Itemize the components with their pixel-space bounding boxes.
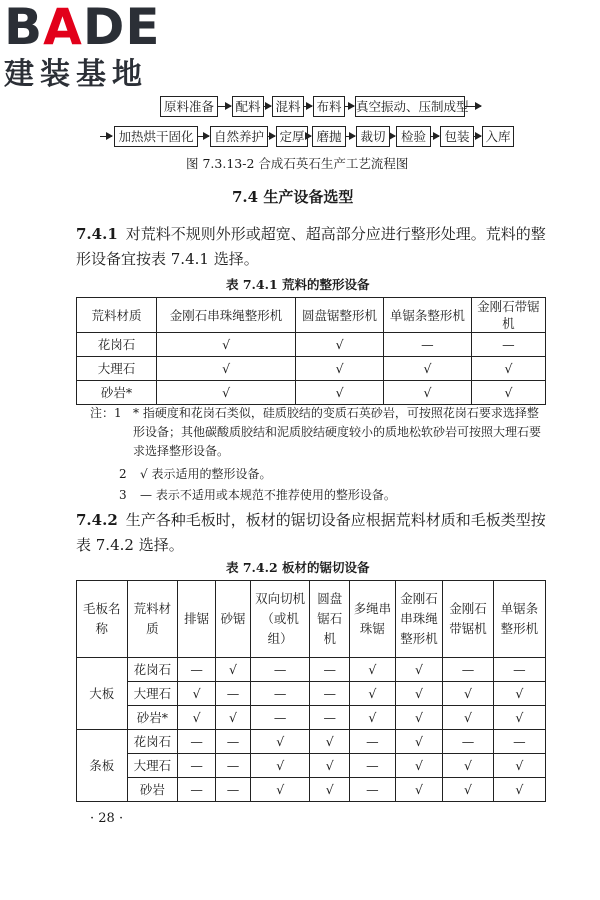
section-title: 7.4 生产设备选型	[232, 188, 354, 206]
column-header: 圆盘锯石机	[310, 581, 350, 658]
flow-arrow	[390, 136, 395, 137]
column-header: 金刚石带锯机	[471, 298, 545, 333]
table-cell: √	[383, 357, 471, 381]
table-cell: √	[250, 778, 310, 802]
row-label: 大理石	[77, 357, 157, 381]
table-cell: √	[250, 730, 310, 754]
group-label: 大板	[77, 658, 128, 730]
table-cell: —	[493, 658, 545, 682]
paragraph-7-4-2	[76, 508, 548, 558]
table-cell: √	[493, 778, 545, 802]
column-header: 荒料材质	[127, 581, 178, 658]
flow-arrow	[308, 136, 311, 137]
flow-step: 真空振动、压制成型	[355, 96, 465, 117]
table-row	[77, 706, 546, 730]
table-cell: √	[296, 357, 384, 381]
table-cell: √	[157, 381, 296, 405]
table-cell: —	[443, 730, 494, 754]
table-cell: √	[178, 706, 216, 730]
table-row	[77, 730, 546, 754]
table-cell: √	[296, 333, 384, 357]
table-cell: √	[310, 730, 350, 754]
flow-step: 混料	[272, 96, 304, 117]
table-7-4-2-title: 表 7.4.2 板材的锯切设备	[226, 560, 370, 575]
column-header: 荒料材质	[77, 298, 157, 333]
column-header: 砂锯	[216, 581, 251, 658]
paragraph-7-4-1	[76, 222, 548, 272]
group-label: 条板	[77, 730, 128, 802]
flow-step: 裁切	[356, 126, 390, 147]
page-number: · 28 ·	[90, 811, 124, 826]
table-cell: —	[349, 754, 395, 778]
flow-arrow	[304, 106, 312, 107]
table-cell: —	[349, 778, 395, 802]
table-row	[77, 357, 546, 381]
table-cell: —	[178, 730, 216, 754]
table-header-row	[77, 298, 546, 333]
column-header: 圆盘锯整形机	[296, 298, 384, 333]
note-3: — 表示不适用或本规范不推荐使用的整形设备。	[140, 488, 396, 502]
clause-number: 7.4.1	[76, 225, 118, 243]
row-label: 大理石	[127, 682, 178, 706]
column-header: 金刚石带锯机	[443, 581, 494, 658]
table-cell: √	[395, 658, 442, 682]
table-cell: —	[310, 682, 350, 706]
table-cell: —	[383, 333, 471, 357]
table-cell: —	[178, 754, 216, 778]
row-label: 花岗石	[127, 730, 178, 754]
table-cell: —	[349, 730, 395, 754]
table-cell: —	[178, 658, 216, 682]
table-cell: —	[178, 778, 216, 802]
table-cell: —	[216, 778, 251, 802]
table-cell: √	[310, 754, 350, 778]
table-cell: √	[395, 754, 442, 778]
flow-arrow	[264, 106, 271, 107]
flow-step: 包装	[440, 126, 474, 147]
table-7-4-1	[76, 297, 546, 405]
column-header: 金刚石串珠绳整形机	[157, 298, 296, 333]
table-cell: √	[250, 754, 310, 778]
table-cell: √	[443, 706, 494, 730]
bade-logo	[4, 2, 180, 94]
table-cell: √	[395, 730, 442, 754]
column-header: 单锯条整形机	[383, 298, 471, 333]
table-row	[77, 381, 546, 405]
note-2-number: 2	[119, 467, 127, 481]
table-cell: —	[310, 658, 350, 682]
table-cell: √	[178, 682, 216, 706]
figure-caption: 图 7.3.13-2 合成石英石生产工艺流程图	[186, 156, 409, 171]
table-cell: —	[493, 730, 545, 754]
column-header: 排锯	[178, 581, 216, 658]
table-cell: —	[216, 754, 251, 778]
table-cell: —	[250, 658, 310, 682]
table-cell: √	[493, 682, 545, 706]
table-row	[77, 754, 546, 778]
flow-arrow	[431, 136, 439, 137]
flow-arrow	[268, 136, 275, 137]
column-header: 毛板名称	[77, 581, 128, 658]
table-cell: √	[443, 754, 494, 778]
row-label: 花岗石	[77, 333, 157, 357]
note-2: √ 表示适用的整形设备。	[140, 467, 272, 481]
flow-step: 配料	[232, 96, 264, 117]
column-header: 双向切机（或机组）	[250, 581, 310, 658]
table-cell: √	[383, 381, 471, 405]
table-cell: √	[157, 333, 296, 357]
table-7-4-1-title: 表 7.4.1 荒料的整形设备	[226, 277, 370, 292]
table-7-4-2	[76, 580, 546, 802]
table-cell: √	[443, 682, 494, 706]
table-header-row	[77, 581, 546, 658]
row-label: 砂岩	[127, 778, 178, 802]
flow-step: 入库	[482, 126, 514, 147]
flow-arrow	[218, 106, 231, 107]
row-label: 大理石	[127, 754, 178, 778]
table-cell: √	[493, 754, 545, 778]
table-cell: —	[216, 730, 251, 754]
table-row	[77, 333, 546, 357]
table-cell: √	[493, 706, 545, 730]
flow-step: 自然养护	[210, 126, 268, 147]
table-cell: √	[216, 706, 251, 730]
table-cell: √	[349, 706, 395, 730]
note-3-number: 3	[119, 488, 127, 502]
table-cell: √	[395, 778, 442, 802]
flow-step: 原料准备	[160, 96, 218, 117]
table-cell: —	[471, 333, 545, 357]
flow-step: 检验	[396, 126, 431, 147]
flow-arrow	[346, 136, 355, 137]
table-cell: —	[310, 706, 350, 730]
table-cell: √	[471, 381, 545, 405]
table-cell: —	[250, 706, 310, 730]
table-cell: —	[216, 682, 251, 706]
column-header: 单锯条整形机	[493, 581, 545, 658]
table-cell: √	[216, 658, 251, 682]
table-cell: √	[296, 381, 384, 405]
table-cell: √	[395, 682, 442, 706]
table-row	[77, 682, 546, 706]
row-label: 花岗石	[127, 658, 178, 682]
column-header: 金刚石串珠绳整形机	[395, 581, 442, 658]
logo-subtitle: 建装基地	[4, 57, 148, 92]
flow-step: 磨抛	[312, 126, 346, 147]
column-header: 多绳串珠锯	[349, 581, 395, 658]
table-cell: √	[471, 357, 545, 381]
flow-arrow	[198, 136, 209, 137]
table-row	[77, 778, 546, 802]
flow-step: 布料	[313, 96, 345, 117]
logo-wordmark: BADE	[4, 0, 161, 56]
table-cell: √	[310, 778, 350, 802]
clause-text: 对荒料不规则外形或超宽、超高部分应进行整形处理。荒料的整形设备宜按表 7.4.1 选择。	[76, 225, 546, 268]
table-cell: √	[349, 682, 395, 706]
note-label: 注：1	[90, 406, 122, 420]
flow-step: 定厚	[276, 126, 308, 147]
table-cell: —	[250, 682, 310, 706]
clause-text: 生产各种毛板时，板材的锯切设备应根据荒料材质和毛板类型按表 7.4.2 选择。	[76, 511, 546, 554]
table-cell: √	[395, 706, 442, 730]
table-row	[77, 658, 546, 682]
flow-arrow	[465, 106, 481, 107]
row-label: 砂岩*	[77, 381, 157, 405]
table-cell: √	[349, 658, 395, 682]
flow-arrow	[474, 136, 481, 137]
note-1: * 指硬度和花岗石类似，硅质胶结的变质石英砂岩，可按照花岗石要求选择整形设备；其他碳酸质胶结和泥质胶结硬度较小的质地松软砂岩可按照大理石要求选择整形设备。	[133, 406, 542, 458]
table-cell: √	[443, 778, 494, 802]
flow-arrow	[345, 106, 354, 107]
table-cell: √	[157, 357, 296, 381]
flow-arrow	[100, 136, 112, 137]
table-cell: —	[443, 658, 494, 682]
flow-step: 加热烘干固化	[114, 126, 198, 147]
row-label: 砂岩*	[127, 706, 178, 730]
clause-number: 7.4.2	[76, 511, 118, 529]
